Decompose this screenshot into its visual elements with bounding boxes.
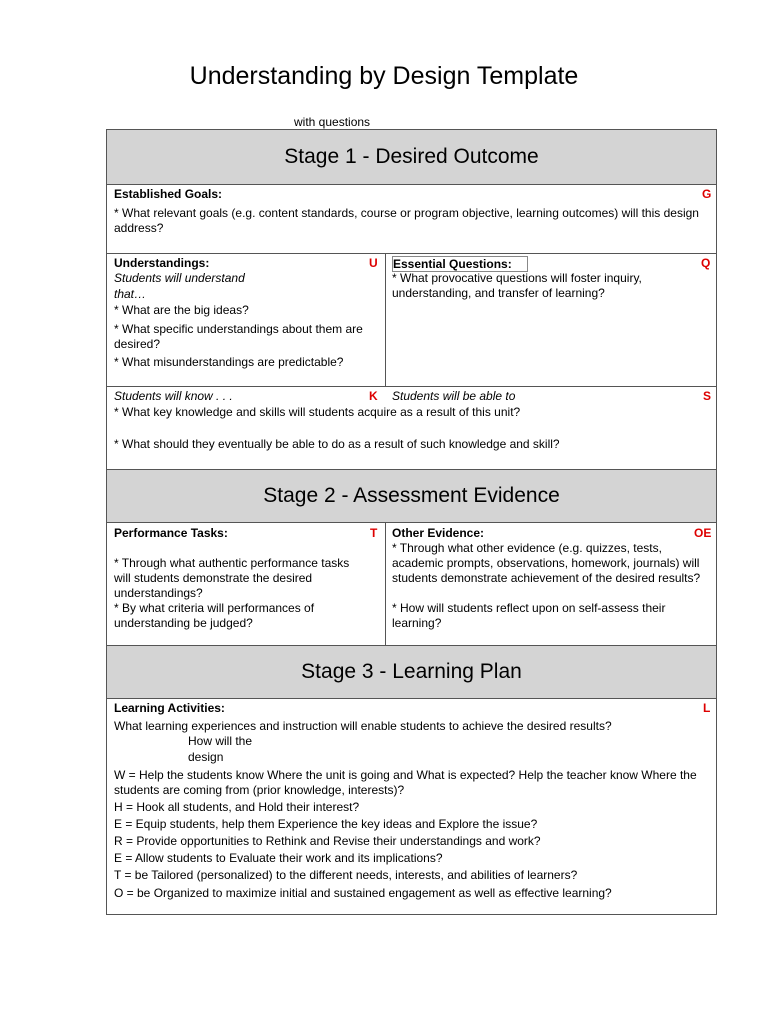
tasks-label: Performance Tasks: (114, 526, 228, 540)
stage1-heading: Stage 1 - Desired Outcome (107, 130, 716, 185)
where-item: W = Help the students know Where the unit is going and What is expected? Help the teacher know Where the students are coming from (prior knowledge, interests)? (114, 768, 697, 797)
tailored-item: T = be Tailored (personalized) to the different needs, interests, and abilities of learners? (114, 868, 578, 882)
tasks-q1: * Through what authentic performance tasks will students demonstrate the desired understandings? (114, 556, 350, 600)
understandings-intro-1: Students will understand (114, 271, 245, 285)
know-letter: K (369, 389, 378, 403)
equip-item: E = Equip students, help them Experience the key ideas and Explore the issue? (114, 817, 538, 831)
stage3-heading: Stage 3 - Learning Plan (107, 645, 716, 699)
understandings-q3: * What misunderstandings are predictable? (114, 355, 344, 369)
understandings-q1: * What are the big ideas? (114, 303, 249, 317)
how-will-line-2: design (188, 750, 224, 764)
know-q2: * What should they eventually be able to do as a result of such knowledge and skill? (114, 437, 560, 451)
know-q1: * What key knowledge and skills will students acquire as a result of this unit? (114, 405, 521, 419)
understandings-intro-2: that… (114, 287, 147, 301)
ubd-table (106, 129, 717, 915)
other-q2: * How will students reflect upon on self-assess their learning? (392, 601, 666, 630)
able-label: Students will be able to (392, 389, 516, 403)
other-letter: OE (694, 526, 712, 540)
divider (385, 523, 386, 645)
organized-item: O = be Organized to maximize initial and sustained engagement as well as effective learning? (114, 886, 612, 900)
understandings-letter: U (369, 256, 378, 270)
activities-letter: L (703, 701, 711, 715)
tasks-letter: T (370, 526, 378, 540)
understandings-q2: * What specific understandings about them are desired? (114, 322, 363, 351)
stage2-heading: Stage 2 - Assessment Evidence (107, 469, 716, 523)
evaluate-item: E = Allow students to Evaluate their work and its implications? (114, 851, 443, 865)
questions-text: * What provocative questions will foster inquiry, understanding, and transfer of learning? (392, 271, 642, 300)
divider (385, 253, 386, 386)
divider (107, 386, 716, 387)
questions-label: Essential Questions: (392, 256, 528, 272)
hook-item: H = Hook all students, and Hold their interest? (114, 800, 360, 814)
able-letter: S (703, 389, 712, 403)
activities-label: Learning Activities: (114, 701, 225, 715)
understandings-label: Understandings: (114, 256, 210, 270)
how-will-line-1: How will the (188, 734, 253, 748)
rethink-item: R = Provide opportunities to Rethink and Revise their understandings and work? (114, 834, 541, 848)
goals-letter: G (702, 187, 712, 201)
questions-letter: Q (701, 256, 711, 270)
goals-text: * What relevant goals (e.g. content standards, course or program objective, learning outcomes) will this design address? (114, 206, 699, 235)
activities-question: What learning experiences and instruction will enable students to achieve the desired results? (114, 719, 612, 733)
divider (107, 253, 716, 254)
other-q1: * Through what other evidence (e.g. quizzes, tests, academic prompts, observations, homework, journals) will students demonstrate achievement of the desired results? (392, 541, 701, 585)
goals-label: Established Goals: (114, 187, 223, 201)
other-label: Other Evidence: (392, 526, 485, 540)
tasks-q2: * By what criteria will performances of understanding be judged? (114, 601, 315, 630)
page-subtitle: with questions (294, 115, 371, 129)
page-title: Understanding by Design Template (189, 62, 579, 90)
know-label: Students will know . . . (114, 389, 233, 403)
